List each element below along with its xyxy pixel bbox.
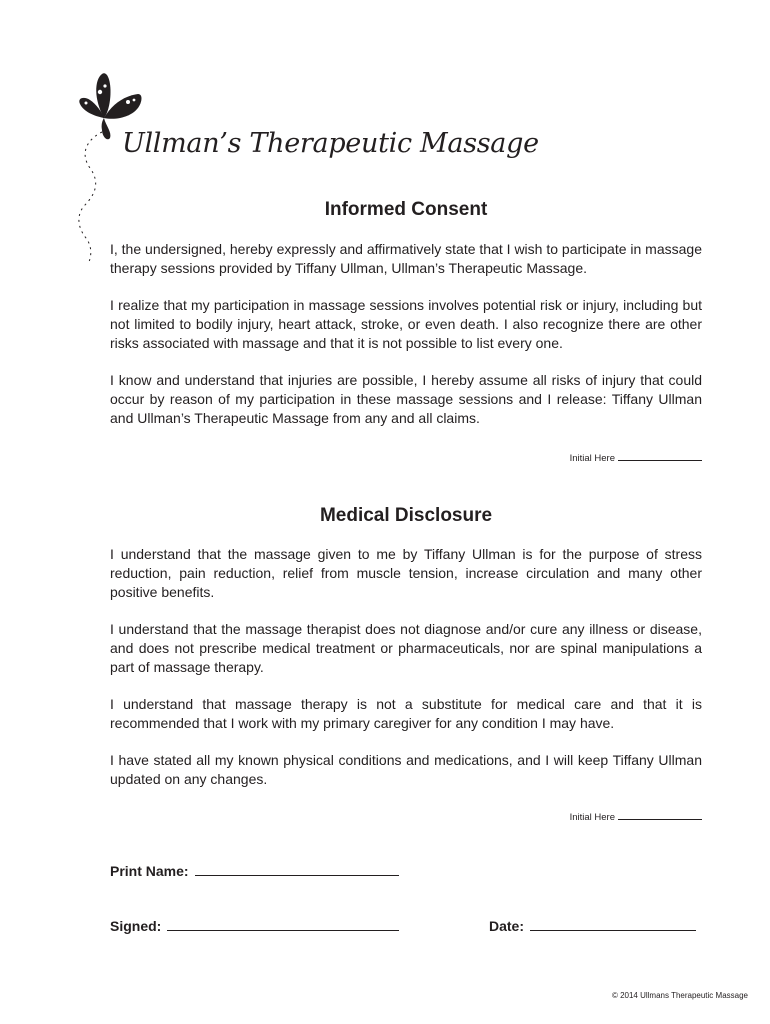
date-label: Date: [489, 918, 525, 934]
initial-field-disclosure[interactable] [570, 810, 702, 823]
initial-field-consent[interactable] [570, 451, 702, 464]
initial-line[interactable] [618, 810, 702, 820]
signed-field[interactable] [110, 918, 399, 934]
print-name-line[interactable] [195, 863, 399, 876]
initial-label: Initial Here [569, 453, 615, 464]
initial-line[interactable] [618, 451, 702, 461]
disclosure-paragraph-1: I understand that the massage given to me by Tiffany Ullman is for the purpose of stress reduction, pain reduction, relief from muscle tension, increase circulation and many other positive benefits. [110, 546, 702, 600]
consent-paragraph-3: I know and understand that injuries are possible, I hereby assume all risks of injury that could occur by reason of my participation in these massage sessions and I release: Tiffany Ullman and Ullman’s Therapeutic Massage from any and all claims. [110, 372, 702, 426]
print-name-label: Print Name: [110, 863, 189, 879]
informed-consent-heading: Informed Consent [324, 199, 488, 220]
date-line[interactable] [530, 918, 696, 931]
disclosure-paragraph-4: I have stated all my known physical conditions and medications, and I will keep Tiffany Ullman updated on any changes. [110, 752, 702, 787]
consent-paragraph-1: I, the undersigned, hereby expressly and affirmatively state that I wish to participate in massage therapy sessions provided by Tiffany Ullman, Ullman’s Therapeutic Massage. [110, 241, 702, 276]
disclosure-paragraph-2: I understand that the massage therapist does not diagnose and/or cure any illness or disease, and does not prescribe medical treatment or pharmaceuticals, nor are spinal manipulations a part of massage therapy. [110, 621, 702, 675]
signed-line[interactable] [167, 918, 399, 931]
brand-title: Ullman’s Therapeutic Massage [122, 128, 539, 159]
consent-paragraph-2: I realize that my participation in massage sessions involves potential risk or injury, including but not limited to bodily injury, heart attack, stroke, or even death. I also recognize there are other risks associated with massage and that it is not possible to list every one. [110, 297, 702, 351]
print-name-field[interactable] [110, 863, 399, 879]
signed-label: Signed: [110, 918, 162, 934]
medical-disclosure-heading: Medical Disclosure [319, 505, 493, 526]
disclosure-paragraph-3: I understand that massage therapy is not a substitute for medical care and that it is recommended that I work with my primary caregiver for any condition I may have. [110, 696, 702, 731]
copyright-footer: © 2014 Ullmans Therapeutic Massage [611, 991, 748, 1000]
date-field[interactable] [489, 918, 696, 934]
initial-label: Initial Here [569, 812, 615, 823]
